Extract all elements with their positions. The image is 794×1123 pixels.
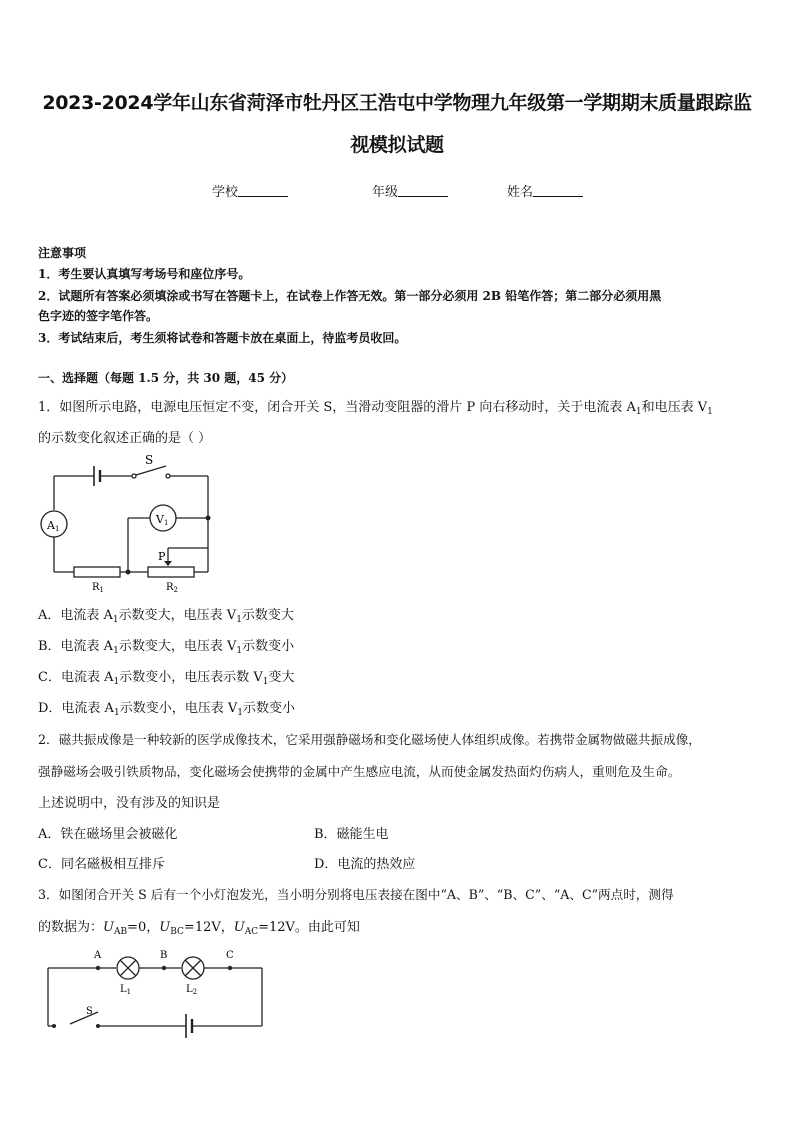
page-title-continued: 视模拟试题: [350, 134, 444, 156]
notice-heading: 注意事项: [38, 246, 87, 260]
q1-option-b: B．电流表 $A_1$示数变大，电压表 $V_1$示数变小: [38, 639, 295, 656]
q3-stem-data: 的数据为：$U_{AB}=0$，$U_{BC}=12V$，$U_{AC}=12V$。由此可知: [38, 920, 360, 937]
r2-label: $R_2$: [166, 582, 178, 594]
point-a-label: A: [94, 950, 102, 961]
ammeter-label: A1: [47, 519, 60, 533]
school-field: [212, 181, 288, 200]
q1-option-d: D．电流表 $A_1$示数变小，电压表 $V_1$示数变小: [38, 701, 295, 718]
lamp-l2-label: $L_2$: [186, 984, 198, 996]
grade-label: 年级: [372, 185, 399, 200]
section-heading: 一、选择题（每题 1.5 分，共 30 题，45 分）: [38, 371, 294, 385]
school-label: 学校: [212, 185, 239, 200]
q2-stem: 2．磁共振成像是一种较新的医学成像技术，它采用强静磁场和变化磁场使人体组织成像。若携带金属物做磁共振成像，: [38, 732, 701, 747]
grade-blank: [398, 184, 448, 197]
grade-field: [372, 181, 448, 200]
q3-stem: 3．如图闭合开关 S 后有一个小灯泡发光，当小明分别将电压表接在图中“A、B”、“B、C”、“A、C”两点时，测得: [38, 887, 674, 902]
slider-label: P: [158, 550, 166, 563]
q1-circuit-diagram: [36, 452, 216, 594]
school-blank: [238, 184, 288, 197]
q1-option-c: C．电流表 $A_1$示数变小，电压表示数 $V_1$变大: [38, 670, 295, 687]
point-b-label: B: [160, 950, 168, 961]
q2-option-b: B．磁能生电: [314, 827, 389, 842]
switch-label: S: [86, 1006, 93, 1017]
lamp-l1-label: $L_1$: [120, 984, 132, 996]
notice-item: 1．考生要认真填写考场号和座位序号。: [38, 267, 251, 281]
q2-option-a: A．铁在磁场里会被磁化: [38, 827, 178, 842]
q2-stem: 强静磁场会吸引铁质物品，变化磁场会使携带的金属中产生感应电流，从而使金属发热面灼伤病人，重则危及生命。: [38, 764, 681, 779]
name-field: [507, 181, 583, 200]
q1-option-a: A．电流表 $A_1$示数变大，电压表 $V_1$示数变大: [38, 608, 294, 625]
notice-item: 2．试题所有答案必须填涂或书写在答题卡上，在试卷上作答无效。第一部分必须用 2B 铅笔作答；第二部分必须用黑: [38, 289, 662, 303]
name-label: 姓名: [507, 185, 534, 200]
point-c-label: C: [226, 950, 234, 961]
q1-stem: 1．如图所示电路，电源电压恒定不变，闭合开关 S，当滑动变阻器的滑片 P 向右移动时，关于电流表 $A_1$和电压表 $V_1$: [38, 400, 713, 417]
notice-item: 色字迹的签字笔作答。: [38, 309, 159, 323]
q3-circuit-diagram: [40, 946, 276, 1046]
q2-option-d: D．电流的热效应: [314, 857, 416, 872]
page-title: 2023-2024学年山东省菏泽市牡丹区王浩屯中学物理九年级第一学期期末质量跟踪监: [42, 92, 752, 114]
r1-label: $R_1$: [92, 582, 104, 594]
q2-option-c: C．同名磁极相互排斥: [38, 857, 165, 872]
name-blank: [533, 184, 583, 197]
notice-item: 3．考试结束后，考生须将试卷和答题卡放在桌面上，待监考员收回。: [38, 331, 407, 345]
q1-stem-end: 的示数变化叙述正确的是（ ）: [38, 431, 212, 446]
switch-label: S: [145, 453, 154, 467]
voltmeter-label: V1: [156, 513, 169, 527]
q2-stem: 上述说明中，没有涉及的知识是: [38, 796, 221, 811]
